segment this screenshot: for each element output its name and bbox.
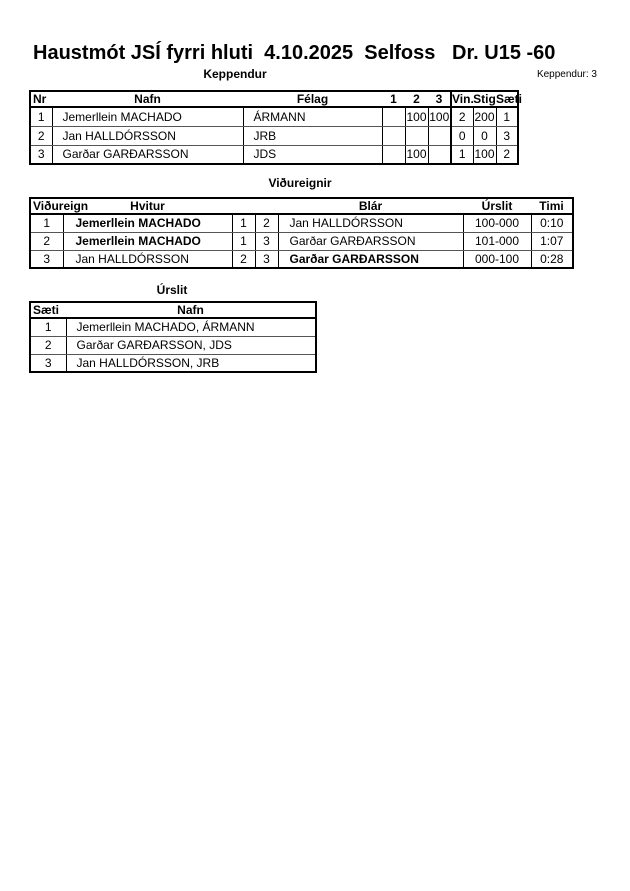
col-header-saeti: Sæti bbox=[30, 302, 66, 318]
col-header-nafn: Nafn bbox=[66, 302, 316, 318]
keppendur-row bbox=[30, 107, 518, 126]
match-row bbox=[30, 232, 573, 250]
col-header-blar: Blár bbox=[278, 198, 463, 214]
cell-saeti: 1 bbox=[496, 107, 518, 126]
cell-blar-name: Jan HALLDÓRSSON bbox=[278, 214, 463, 232]
col-header-2: 2 bbox=[405, 91, 428, 107]
cell-blar-nr: 3 bbox=[255, 232, 278, 250]
cell-hvitur-nr: 2 bbox=[232, 250, 255, 268]
cell-blar-nr: 3 bbox=[255, 250, 278, 268]
urslit-section-title: Úrslit bbox=[156, 283, 188, 297]
cell-nafn: Jemerllein MACHADO bbox=[52, 107, 243, 126]
cell-urslit: 101-000 bbox=[463, 232, 531, 250]
cell-nafn: Jemerllein MACHADO, ÁRMANN bbox=[66, 318, 316, 336]
keppendur-row bbox=[30, 126, 518, 145]
cell-saeti: 3 bbox=[496, 126, 518, 145]
cell-urslit: 000-100 bbox=[463, 250, 531, 268]
match-row bbox=[30, 250, 573, 268]
cell-saeti: 1 bbox=[30, 318, 66, 336]
cell-score-2 bbox=[405, 126, 428, 145]
keppendur-table bbox=[29, 90, 523, 165]
cell-blar-name: Garðar GARÐARSSON bbox=[278, 232, 463, 250]
cell-saeti: 3 bbox=[30, 354, 66, 372]
cell-urslit: 100-000 bbox=[463, 214, 531, 232]
cell-nafn: Jan HALLDÓRSSON, JRB bbox=[66, 354, 316, 372]
cell-stig: 0 bbox=[473, 126, 496, 145]
cell-score-1 bbox=[382, 107, 405, 126]
vidureignir-table bbox=[29, 197, 574, 269]
col-header-urslit: Úrslit bbox=[463, 198, 531, 214]
report-title: Haustmót JSÍ fyrri hluti 4.10.2025 Selfoss Dr. U15 -60 bbox=[33, 42, 556, 64]
result-row bbox=[30, 336, 316, 354]
cell-timi: 1:07 bbox=[531, 232, 573, 250]
urslit-header-row bbox=[30, 302, 316, 318]
col-header-vin: Vin. bbox=[452, 92, 474, 106]
cell-score-3 bbox=[428, 126, 451, 145]
cell-score-2: 100 bbox=[405, 145, 428, 164]
cell-nafn: Jan HALLDÓRSSON bbox=[52, 126, 243, 145]
cell-saeti: 2 bbox=[496, 145, 518, 164]
col-header-stig: Stig bbox=[473, 92, 496, 106]
col-header-blar-nr bbox=[255, 198, 278, 214]
cell-vin: 2 bbox=[451, 107, 473, 126]
cell-felag: JDS bbox=[243, 145, 382, 164]
col-header-hvitur: Hvitur bbox=[63, 198, 232, 214]
keppendur-header-row bbox=[30, 91, 518, 107]
keppendur-section-title: Keppendur bbox=[203, 67, 267, 81]
vidureignir-section-title: Viðureignir bbox=[268, 176, 332, 190]
col-header-1: 1 bbox=[382, 91, 405, 107]
col-header-saeti: Sæti bbox=[496, 92, 523, 106]
match-row bbox=[30, 214, 573, 232]
cell-stig: 200 bbox=[473, 107, 496, 126]
cell-hvitur-nr: 1 bbox=[232, 232, 255, 250]
result-row bbox=[30, 354, 316, 372]
keppendur-row bbox=[30, 145, 518, 164]
cell-score-1 bbox=[382, 126, 405, 145]
result-row bbox=[30, 318, 316, 336]
cell-hvitur-name: Jemerllein MACHADO bbox=[63, 232, 232, 250]
cell-vin: 1 bbox=[451, 145, 473, 164]
cell-saeti: 2 bbox=[30, 336, 66, 354]
cell-score-3: 100 bbox=[428, 107, 451, 126]
col-header-hvitur-nr bbox=[232, 198, 255, 214]
cell-nafn: Garðar GARÐARSSON bbox=[52, 145, 243, 164]
cell-blar-nr: 2 bbox=[255, 214, 278, 232]
competitors-count: Keppendur: 3 bbox=[536, 69, 597, 80]
cell-timi: 0:10 bbox=[531, 214, 573, 232]
urslit-table bbox=[29, 301, 317, 373]
cell-felag: ÁRMANN bbox=[243, 107, 382, 126]
cell-felag: JRB bbox=[243, 126, 382, 145]
cell-score-1 bbox=[382, 145, 405, 164]
cell-blar-name: Garðar GARÐARSSON bbox=[278, 250, 463, 268]
cell-vin: 0 bbox=[451, 126, 473, 145]
cell-stig: 100 bbox=[473, 145, 496, 164]
vidureignir-header-row bbox=[30, 198, 573, 214]
cell-timi: 0:28 bbox=[531, 250, 573, 268]
cell-hvitur-name: Jemerllein MACHADO bbox=[63, 214, 232, 232]
cell-score-3 bbox=[428, 145, 451, 164]
cell-nr: 2 bbox=[30, 126, 52, 145]
cell-match-nr: 3 bbox=[30, 250, 63, 268]
col-header-timi: Timi bbox=[531, 198, 573, 214]
col-header-3: 3 bbox=[428, 91, 451, 107]
col-header-nr: Nr bbox=[30, 91, 52, 107]
cell-hvitur-nr: 1 bbox=[232, 214, 255, 232]
cell-nafn: Garðar GARÐARSSON, JDS bbox=[66, 336, 316, 354]
cell-nr: 1 bbox=[30, 107, 52, 126]
col-header-felag: Félag bbox=[243, 91, 382, 107]
col-header-vidureign: Viðureign bbox=[30, 198, 63, 214]
cell-score-2: 100 bbox=[405, 107, 428, 126]
col-header-nafn: Nafn bbox=[52, 91, 243, 107]
cell-nr: 3 bbox=[30, 145, 52, 164]
cell-hvitur-name: Jan HALLDÓRSSON bbox=[63, 250, 232, 268]
cell-match-nr: 1 bbox=[30, 214, 63, 232]
cell-match-nr: 2 bbox=[30, 232, 63, 250]
